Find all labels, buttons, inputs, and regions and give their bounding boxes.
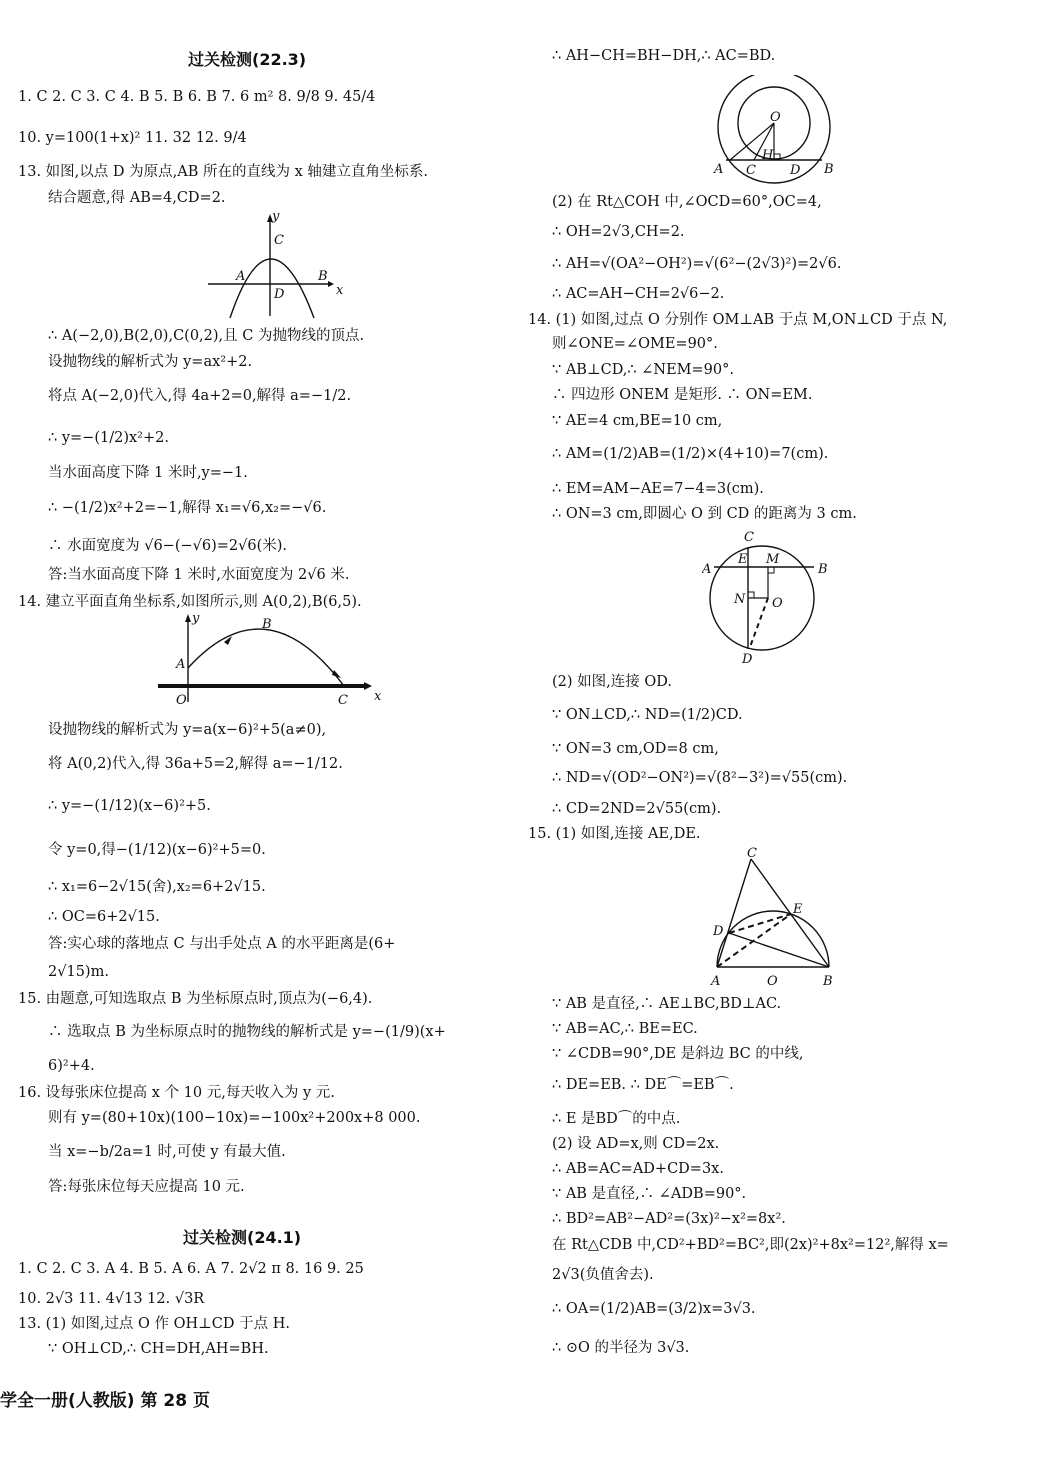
- q13-substitute: 将点 A(−2,0)代入,得 4a+2=0,解得 a=−1/2.: [48, 388, 352, 404]
- q16-max: 当 x=−b/2a=1 时,可使 y 有最大值.: [48, 1144, 286, 1160]
- parabola-curve: [230, 259, 314, 318]
- q14-set-zero: 令 y=0,得−(1/12)(x−6)²+5=0.: [48, 842, 266, 858]
- label-A: A: [236, 269, 246, 284]
- answer-line-10-12: 10. y=100(1+x)² 11. 32 12. 9/4: [18, 130, 247, 146]
- segment-AE-dashed: [717, 914, 791, 967]
- r-q14-given: ∵ ON=3 cm,OD=8 cm,: [552, 741, 719, 757]
- q14-intro: 14. 建立平面直角坐标系,如图所示,则 A(0,2),B(6,5).: [18, 594, 362, 610]
- r-q15-bd: ∴ BD²=AB²−AD²=(3x)²−x²=8x².: [552, 1211, 786, 1227]
- label-B: B: [318, 269, 328, 284]
- label-x: x: [336, 283, 344, 298]
- r-q14-rect: ∴ 四边形 ONEM 是矩形. ∴ ON=EM.: [552, 387, 813, 403]
- q13-formula: ∴ y=−(1/2)x²+2.: [48, 430, 169, 446]
- trajectory-figure: [158, 612, 388, 712]
- q13-answer: 答:当水面高度下降 1 米时,水面宽度为 2√6 米.: [48, 567, 350, 583]
- r-q15-intro: 15. (1) 如图,连接 AE,DE.: [528, 826, 701, 842]
- r-q14-em: ∴ EM=AM−AE=7−4=3(cm).: [552, 481, 764, 497]
- label-O: O: [770, 110, 781, 125]
- label-B: B: [818, 562, 828, 577]
- segment-OD-dashed: [750, 598, 768, 647]
- q14-assume: 设抛物线的解析式为 y=a(x−6)²+5(a≠0),: [48, 722, 327, 738]
- r-q15-right-angle: ∵ AB 是直径,∴ ∠ADB=90°.: [552, 1186, 747, 1202]
- label-D: D: [274, 287, 285, 302]
- label-C: C: [744, 530, 754, 545]
- r-q15-radius: ∴ ⊙O 的半径为 3√3.: [552, 1340, 690, 1356]
- r-q14-intro: 14. (1) 如图,过点 O 分别作 OM⊥AB 于点 M,ON⊥CD 于点 N,: [528, 312, 948, 328]
- r-q14-nd-value: ∴ ND=√(OD²−ON²)=√(8²−3²)=√55(cm).: [552, 770, 848, 786]
- side-AC: [717, 859, 751, 967]
- label-M: M: [766, 552, 780, 567]
- r-q13-part2: (2) 在 Rt△COH 中,∠OCD=60°,OC=4,: [552, 194, 822, 210]
- q13-intro: 13. 如图,以点 D 为原点,AB 所在的直线为 x 轴建立直角坐标系.: [18, 164, 428, 180]
- side-BC: [751, 859, 829, 967]
- label-B: B: [262, 617, 272, 632]
- q13-assume: 设抛物线的解析式为 y=ax²+2.: [48, 354, 253, 370]
- r-q13-ah: ∴ AH=√(OA²−OH²)=√(6²−(2√3)²)=2√6.: [552, 256, 842, 272]
- q13-solve: ∴ −(1/2)x²+2=−1,解得 x₁=√6,x₂=−√6.: [48, 500, 327, 516]
- right-angle-mark-N: [748, 592, 754, 598]
- label-A: A: [702, 562, 712, 577]
- answer-line-24-10-12: 10. 2√3 11. 4√13 12. √3R: [18, 1291, 205, 1307]
- label-B: B: [824, 162, 834, 177]
- q15-intro: 15. 由题意,可知选取点 B 为坐标原点时,顶点为(−6,4).: [18, 991, 373, 1007]
- r-q15-equal: ∵ AB=AC,∴ BE=EC.: [552, 1021, 698, 1037]
- r-q13-ac: ∴ AC=AH−CH=2√6−2.: [552, 286, 725, 302]
- label-A: A: [176, 657, 186, 672]
- label-C: C: [747, 846, 757, 861]
- parabola-figure: [208, 210, 348, 320]
- concentric-circles-figure: [712, 75, 842, 185]
- r-q15-oa: ∴ OA=(1/2)AB=(3/2)x=3√3.: [552, 1301, 756, 1317]
- q13-24-intro: 13. (1) 如图,过点 O 作 OH⊥CD 于点 H.: [18, 1316, 291, 1332]
- label-y: y: [272, 210, 280, 224]
- section-title-24-1: 过关检测(24.1): [183, 1228, 302, 1247]
- r-q13-oh: ∴ OH=2√3,CH=2.: [552, 224, 685, 240]
- right-angle-mark-M: [768, 567, 774, 573]
- r-q14-am: ∴ AM=(1/2)AB=(1/2)×(4+10)=7(cm).: [552, 446, 829, 462]
- label-x: x: [374, 689, 382, 704]
- q15-formula-1: ∴ 选取点 B 为坐标原点时的抛物线的解析式是 y=−(1/9)(x+: [48, 1024, 446, 1040]
- q14-answer-1: 答:实心球的落地点 C 与出手处点 A 的水平距离是(6+: [48, 936, 396, 952]
- trajectory-curve: [188, 629, 344, 686]
- label-O: O: [772, 596, 783, 611]
- r-q14-part2: (2) 如图,连接 OD.: [552, 674, 672, 690]
- label-C: C: [274, 233, 284, 248]
- label-O: O: [176, 693, 187, 708]
- r-q15-midpoint: ∴ E 是BD⌒的中点.: [552, 1111, 681, 1127]
- label-N: N: [734, 592, 746, 607]
- answer-line-24-1-9: 1. C 2. C 3. A 4. B 5. A 6. A 7. 2√2 π 8. 16 9. 25: [18, 1261, 364, 1277]
- q16-answer: 答:每张床位每天应提高 10 元.: [48, 1179, 245, 1195]
- r-q15-ab: ∴ AB=AC=AD+CD=3x.: [552, 1161, 724, 1177]
- r-q13-conclusion: ∴ AH−CH=BH−DH,∴ AC=BD.: [552, 48, 776, 64]
- r-q15-part2: (2) 设 AD=x,则 CD=2x.: [552, 1136, 720, 1152]
- label-E: E: [793, 902, 803, 917]
- r-q14-angles: 则∠ONE=∠OME=90°.: [552, 336, 718, 352]
- q14-answer-2: 2√15)m.: [48, 964, 109, 980]
- r-q15-pythag: 在 Rt△CDB 中,CD²+BD²=BC²,即(2x)²+8x²=12²,解得 x=: [552, 1237, 949, 1253]
- q13-points: ∴ A(−2,0),B(2,0),C(0,2),且 C 为抛物线的顶点.: [48, 328, 365, 344]
- label-E: E: [738, 552, 748, 567]
- triangle-semicircle-figure: [707, 845, 847, 990]
- r-q15-x-value: 2√3(负值舍去).: [552, 1267, 654, 1283]
- x-axis-arrow: [328, 281, 334, 287]
- q13-given: 结合题意,得 AB=4,CD=2.: [48, 190, 226, 206]
- q14-formula: ∴ y=−(1/12)(x−6)²+5.: [48, 798, 211, 814]
- r-q14-cd: ∴ CD=2ND=2√55(cm).: [552, 801, 722, 817]
- r-q15-arcs: ∴ DE=EB. ∴ DE⌒=EB⌒.: [552, 1077, 734, 1093]
- q14-substitute: 将 A(0,2)代入,得 36a+5=2,解得 a=−1/12.: [48, 756, 343, 772]
- page-footer: 学全一册(人教版) 第 28 页: [0, 1391, 210, 1411]
- x-axis-arrow: [364, 682, 372, 690]
- r-q14-lengths: ∵ AE=4 cm,BE=10 cm,: [552, 413, 723, 429]
- circle-chords-figure: [702, 525, 852, 670]
- answer-line-1-9: 1. C 2. C 3. C 4. B 5. B 6. B 7. 6 m² 8. 9/8 9. 45/4: [18, 89, 376, 105]
- r-q14-nd: ∵ ON⊥CD,∴ ND=(1/2)CD.: [552, 707, 743, 723]
- q16-equation: 则有 y=(80+10x)(100−10x)=−100x²+200x+8 000.: [48, 1110, 421, 1126]
- r-q14-perp: ∵ AB⊥CD,∴ ∠NEM=90°.: [552, 362, 734, 378]
- label-A: A: [714, 162, 724, 177]
- semicircle: [717, 911, 829, 967]
- segment-BD: [729, 933, 829, 967]
- section-title-22-3: 过关检测(22.3): [188, 50, 307, 69]
- r-q14-distance: ∴ ON=3 cm,即圆心 O 到 CD 的距离为 3 cm.: [552, 506, 857, 522]
- label-D: D: [742, 652, 753, 667]
- r-q15-median: ∵ ∠CDB=90°,DE 是斜边 BC 的中线,: [552, 1046, 804, 1062]
- q13-width: ∴ 水面宽度为 √6−(−√6)=2√6(米).: [48, 538, 288, 554]
- label-D: D: [790, 163, 801, 178]
- label-D: D: [713, 924, 724, 939]
- y-axis-arrow: [185, 614, 191, 622]
- q13-24-step: ∵ OH⊥CD,∴ CH=DH,AH=BH.: [48, 1341, 269, 1357]
- label-C: C: [338, 693, 348, 708]
- label-y: y: [192, 612, 200, 626]
- q14-oc: ∴ OC=6+2√15.: [48, 909, 160, 925]
- q13-drop: 当水面高度下降 1 米时,y=−1.: [48, 465, 248, 481]
- label-A: A: [711, 974, 721, 989]
- label-C: C: [746, 163, 756, 178]
- label-B: B: [823, 974, 833, 989]
- q14-roots: ∴ x₁=6−2√15(舍),x₂=6+2√15.: [48, 879, 266, 895]
- label-H: H: [762, 148, 774, 163]
- q16-intro: 16. 设每张床位提高 x 个 10 元,每天收入为 y 元.: [18, 1085, 335, 1101]
- q15-formula-2: 6)²+4.: [48, 1058, 95, 1074]
- label-O: O: [767, 974, 778, 989]
- r-q15-diameter: ∵ AB 是直径,∴ AE⊥BC,BD⊥AC.: [552, 996, 782, 1012]
